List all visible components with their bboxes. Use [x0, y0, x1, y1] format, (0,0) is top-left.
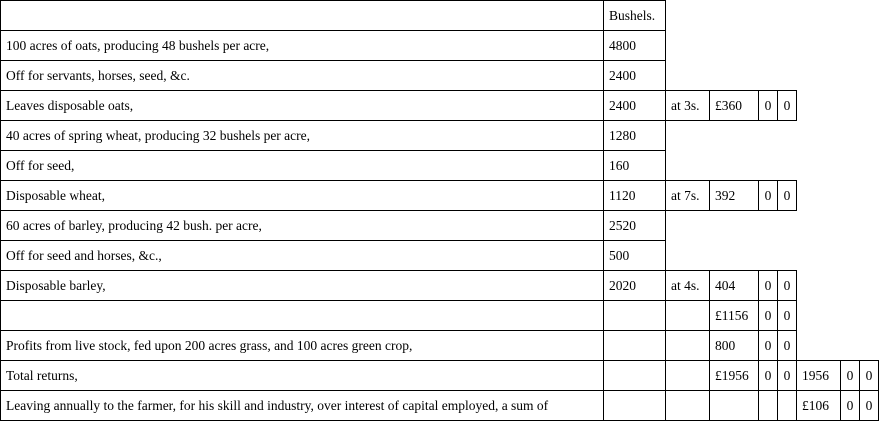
row-bushels: 1120 [603, 180, 666, 211]
row-description: Leaving annually to the farmer, for his skill and industry, over interest of capital employed, a sum of [0, 390, 604, 421]
row-bushels: 2400 [603, 60, 666, 91]
row-rate: at 4s. [665, 270, 710, 301]
row-description: Total returns, [0, 360, 604, 391]
row-shillings: 0 [758, 180, 778, 211]
row-shillings: 0 [758, 270, 778, 301]
row-bushels [603, 360, 666, 391]
row-rate: at 3s. [665, 90, 710, 121]
row-pence: 0 [777, 360, 797, 391]
row-bushels: 2020 [603, 270, 666, 301]
row-bushels: 160 [603, 150, 666, 181]
row-rate: at 7s. [665, 180, 710, 211]
row-shillings [758, 390, 778, 421]
row-description: Profits from live stock, fed upon 200 acres grass, and 100 acres green crop, [0, 330, 604, 361]
row-bushels [603, 300, 666, 331]
row-bushels [603, 330, 666, 361]
row-pence: 0 [777, 180, 797, 211]
row-bushels: 500 [603, 240, 666, 271]
row-pence: 0 [777, 330, 797, 361]
row-description: 40 acres of spring wheat, producing 32 bushels per acre, [0, 120, 604, 151]
row-description: Off for seed, [0, 150, 604, 181]
row-shillings: 0 [758, 300, 778, 331]
row-bushels: 2520 [603, 210, 666, 241]
row-rate [665, 330, 710, 361]
row-pence: 0 [777, 90, 797, 121]
row-bushels: 1280 [603, 120, 666, 151]
row-shillings: 0 [758, 90, 778, 121]
row-pence [777, 390, 797, 421]
row-total-pounds: 1956 [796, 360, 841, 391]
row-shillings: 0 [758, 360, 778, 391]
header-description-cell [0, 0, 604, 31]
row-pounds: £360 [709, 90, 759, 121]
row-description: 60 acres of barley, producing 42 bush. per acre, [0, 210, 604, 241]
row-pounds: 800 [709, 330, 759, 361]
row-pounds: £1156 [709, 300, 759, 331]
row-pounds [709, 390, 759, 421]
row-description: Off for servants, horses, seed, &c. [0, 60, 604, 91]
row-shillings: 0 [758, 330, 778, 361]
row-total-pence: 0 [859, 390, 879, 421]
row-pence: 0 [777, 270, 797, 301]
row-bushels: 2400 [603, 90, 666, 121]
row-bushels: 4800 [603, 30, 666, 61]
row-pence: 0 [777, 300, 797, 331]
header-bushels-cell: Bushels. [603, 0, 666, 31]
row-description: Off for seed and horses, &c., [0, 240, 604, 271]
row-total-pounds: £106 [796, 390, 841, 421]
row-description [0, 300, 604, 331]
row-total-pence: 0 [859, 360, 879, 391]
row-pounds: 392 [709, 180, 759, 211]
row-description: Disposable wheat, [0, 180, 604, 211]
row-pounds: £1956 [709, 360, 759, 391]
row-description: Leaves disposable oats, [0, 90, 604, 121]
row-rate [665, 390, 710, 421]
row-bushels [603, 390, 666, 421]
row-total-shillings: 0 [840, 360, 860, 391]
row-rate [665, 300, 710, 331]
row-description: 100 acres of oats, producing 48 bushels per acre, [0, 30, 604, 61]
row-pounds: 404 [709, 270, 759, 301]
row-rate [665, 360, 710, 391]
row-total-shillings: 0 [840, 390, 860, 421]
row-description: Disposable barley, [0, 270, 604, 301]
